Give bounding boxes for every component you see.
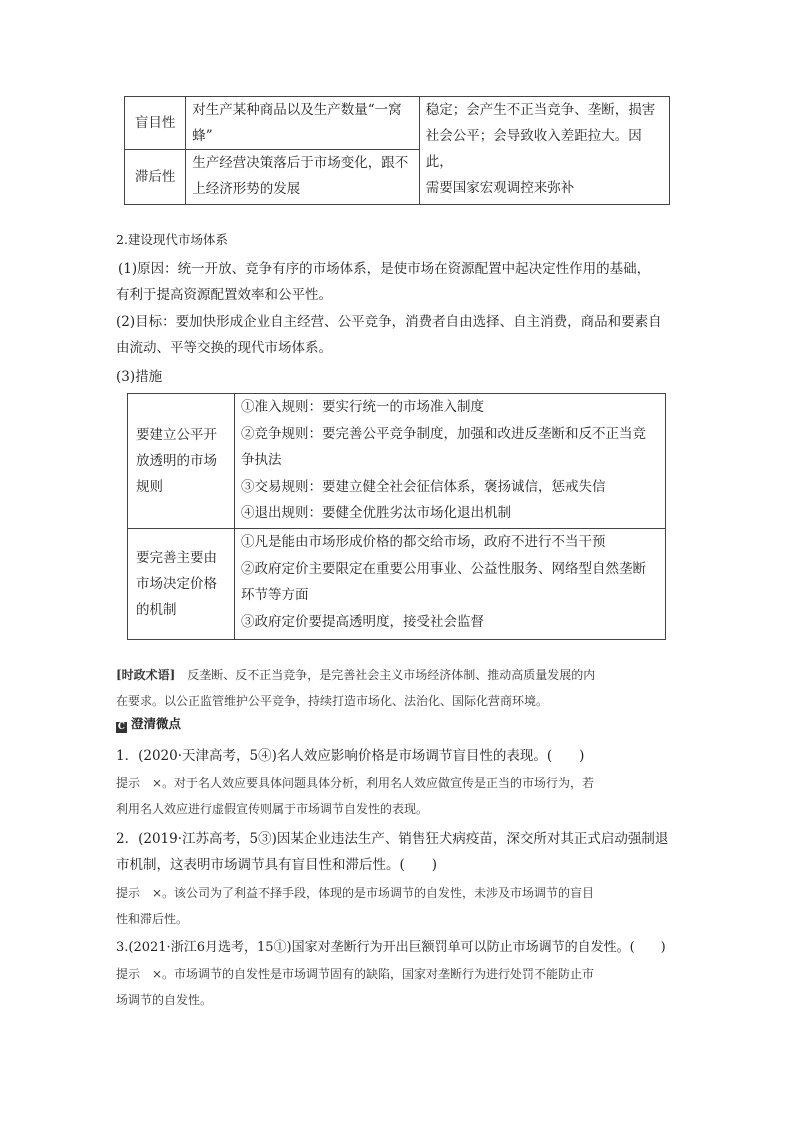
item-3-answer-1: 提示 ×。市场调节的自发性是市场调节固有的缺陷，国家对垄断行为进行处罚不能防止市 — [116, 967, 595, 981]
item-2-answer-2: 性和滞后性。 — [116, 912, 189, 926]
measures-label: (3)措施 — [116, 369, 163, 385]
row-content: 生产经营决策落后于市场变化，跟不 上经济形势的发展 — [186, 150, 420, 205]
table-row — [128, 394, 666, 529]
clarify-title: 澄清微点 — [131, 716, 182, 731]
reason-line-2: 有利于提高资源配置效率和公平性。 — [116, 287, 332, 303]
section-marker-icon: C — [117, 722, 126, 732]
table-row — [125, 97, 670, 150]
reason-line-1: (1)原因：统一开放、竞争有序的市场体系，是使市场在资源配置中起决定性作用的基础， — [118, 261, 651, 277]
item-2-answer-1: 提示 ×。该公司为了利益不择手段，体现的是市场调节的自发性，未涉及市场调节的盲目 — [116, 886, 595, 900]
item-3-answer-2: 场调节的自发性。 — [116, 993, 213, 1007]
row-label: 要完善主要由 市场决定价格 的机制 — [128, 529, 235, 640]
table-row — [128, 529, 666, 640]
market-defects-table — [124, 96, 670, 205]
item-2-question-2: 市机制，这表明市场调节具有盲目性和滞后性。( ) — [116, 857, 438, 873]
row-label: 滞后性 — [125, 150, 186, 205]
item-2-question-1: 2．(2019·江苏高考，5③)因某企业违法生产、销售狂犬病疫苗，深交所对其正式启动强制退 — [116, 831, 669, 847]
row-content: ①凡是能由市场形成价格的都交给市场，政府不进行不当干预 ②政府定价主要限定在重要公用事业、公益性服务、网络型自然垄断 环节等方面 ③政府定价要提高透明度，接受社会监督 — [235, 529, 666, 640]
section-heading: 2.建设现代市场体系 — [116, 232, 228, 247]
goal-line-2: 由流动、平等交换的现代市场体系。 — [116, 340, 332, 356]
measures-table — [127, 393, 666, 640]
item-1-question: 1．(2020·天津高考，5④)名人效应影响价格是市场调节盲目性的表现。( ) — [116, 748, 585, 764]
row-content: 对生产某种商品以及生产数量“一窝 蜂” — [186, 97, 420, 150]
item-1-answer-2: 利用名人效应进行虚假宣传则属于市场调节自发性的表现。 — [116, 802, 429, 816]
row-content: ①准入规则：要实行统一的市场准入制度 ②竞争规则：要完善公平竞争制度，加强和改进反垄断和反不正当竞 争执法 ③交易规则：要建立健全社会征信体系，褒扬诚信，惩戒失信 ④退出规则：要健全优胜劣汰市场化退出机制 — [235, 394, 666, 529]
row-label: 要建立公平开 放透明的市场 规则 — [128, 394, 235, 529]
term-line-2: 在要求。以公正监管维护公平竞争，持续打造市场化、法治化、国际化营商环境。 — [116, 694, 549, 708]
item-1-answer-1: 提示 ×。对于名人效应要具体问题具体分析，利用名人效应做宣传是正当的市场行为，若 — [116, 776, 595, 790]
goal-line-1: (2)目标：要加快形成企业自主经营、公平竞争，消费者自由选择、自主消费，商品和要素自 — [116, 314, 662, 330]
remedy-cell: 稳定；会产生不正当竞争、垄断，损害 社会公平；会导致收入差距拉大。因此， 需要国家宏观调控来弥补 — [419, 97, 669, 205]
row-label: 盲目性 — [125, 97, 186, 150]
item-3-question: 3.(2021·浙江6月选考，15①)国家对垄断行为开出巨额罚单可以防止市场调节的自发性。( ) — [116, 940, 666, 955]
term-tag: [时政术语] — [116, 668, 176, 682]
term-line-1: [时政术语] 反垄断、反不正当竞争，是完善社会主义市场经济体制、推动高质量发展的内 — [116, 668, 596, 682]
clarify-header — [116, 714, 181, 734]
